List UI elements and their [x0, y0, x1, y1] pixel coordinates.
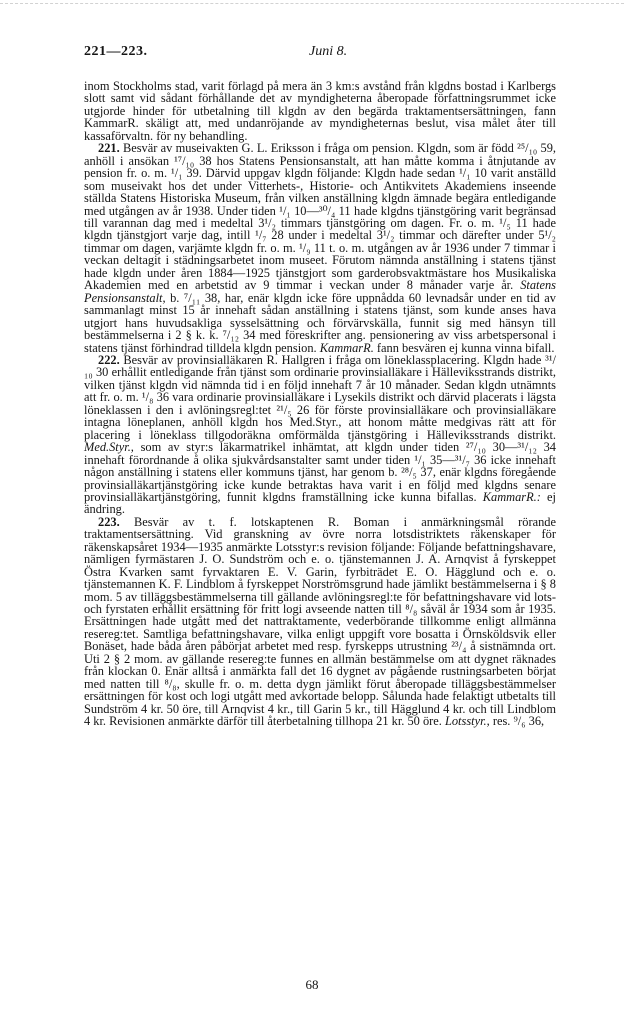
header-date: Juni 8. [309, 44, 348, 59]
body-text [84, 80, 556, 728]
section-222-authority: Med.Styr., [84, 440, 134, 455]
section-222 [84, 354, 556, 516]
section-222-text-a: Besvär av provinsialläkaren R. Hallgren i fråga om löneklassplacering. Klgdn hade ³¹/₁₀ 30 erhållit entledigande från tjänst som ordinarie provinsialläkare i Hälleviksstrands distrikt, vilken tjänst klgdn vid nämnda tid i en följd innehaft 7 år 10 månader. Sedan klgdn utnämnts att fr. o. m. ¹/₈ 36 vara ordinarie provinsialläkare i Lysekils distrikt och därvid placerats i lägsta löneklassen i den i avlöningsregl:tet ²¹/₅ 26 för förste provinsialläkare och provinsialläkare intagna löneplanen, anhöll klgdn hos Med.Styr., att honom måtte medgivas rätt att för placering i löneklass tillgodoräkna omförmälda tjänstgöring i Hälleviksstrands distrikt. [84, 352, 556, 442]
section-223-text-b: res. ⁹/₆ 36, [492, 714, 545, 729]
section-222-text-b: som av styr:s läkarmatrikel inhämtat, att klgdn under tiden ²⁷/₁₀ 30—³¹/₁₂ 34 innehaft förordnande å olika sjukvårdsanstalter samt under tiden ¹/₁ 35—³¹/₇ 36 icke innehaft någon anställning i statens eller kommuns tjänst, har genom b. ²⁸/₅ 37, enär klgdns föregående provinsialläkartjänstgöring icke kunde betraktas hava varit i en följd med klgdns senare provinsialläkartjänstgöring, funnit klgdns framställning icke kunna bifallas. [84, 440, 556, 504]
page-number: 68 [305, 977, 319, 992]
section-221-court: KammarR. [319, 340, 374, 355]
section-221-text-b: b. ⁷/₁₁ 38, har, enär klgdn icke före uppnådda 60 levnadsår under en tid av sammanlagt minst 15 år innehaft sådan anställning i statens tjänst, som kunde anses hava utgjort hans huvudsakliga sysselsättning och förvärvskälla, funnit sig med hänsyn till bestämmelserna i 2 § k. k. ⁷/₁₂ 34 med föreskrifter ang. pensionering av viss arbetspersonal i statens tjänst förhindrad tilldela klgdn pension. [84, 290, 556, 355]
section-221 [84, 142, 556, 354]
section-range: 221—223. [84, 44, 148, 59]
section-222-number: 222. [98, 352, 120, 367]
section-223 [84, 516, 556, 728]
section-221-text-a: Besvär av museivakten G. L. Eriksson i fråga om pension. Klgdn, som är född ²⁵/₁₀ 59, anhöll i ansökan ¹⁷/₁₀ 38 hos Statens Pensionsanstalt, att han måtte komma i åtnjutande av pension fr. o. m. ¹/₁ 39. Därvid uppgav klgdn följande: Klgdn hade sedan ¹/₁ 10 varit anställd som museivakt hos det under Vitterhets-, Historie- och Antikvitets Akademiens inseende ställda Statens Historiska Museum, från vilken anställning klgdn ämnade begära entledigande med utgången av år 1938. Under tiden ¹/₁ 10—³⁰/₄ 11 hade klgdns tjänstgöring varit begränsad till varannan dag med i medeltal 3¹/₂ timmars tjänstgöring om dagen. Fr. o. m. ¹/₅ 11 hade klgdn tjänstgjort varje dag, intill ¹/₇ 28 under i medeltal 3¹/₂ timmar och därefter under 5¹/₂ timmar om dagen, varjämte klgdn fr. o. m. ¹/₉ 11 t. o. m. utgången av år 1936 under 7 timmar i veckan deltagit i städningsarbetet inom museet. Förutom nämnda anställning i statens tjänst hade klgdn under åren 1884—1925 tjänstgjort som garderobsvaktmästare hos Musikaliska Akademien med en arbetstid av 9 timmar i veckan under 8 månader varje år. [84, 141, 556, 293]
section-222-text-c: ej ändring. [84, 489, 556, 517]
section-221-number: 221. [98, 141, 120, 156]
page-header [84, 44, 556, 64]
section-223-text-a: Besvär av t. f. lotskaptenen R. Boman i anmärkningsmål rörande traktamentsersättning. Vid granskning av övre norra lotsdistriktets räkenskaper för räkenskapsåret 1934—1935 anmärkte Lotsstyr:s revision följande: Följande befattningshavare, nämligen fyrmästaren J. O. Sundström och e. o. tjänstemannen J. A. Arnqvist å fyrskeppet Östra Kvarken samt fyrvaktaren E. V. Garin, fyrbiträdet E. O. Hägglund och e. o. tjänstemannen K. F. Lindblom å fyrskeppet Norströmsgrund hade jämlikt bestämmelserna i § 8 mom. 5 av tilläggsbestämmelserna till gällande avlöningsregl:te för befattningshavare vid lots- och fyrstaten erhållit ersättning för fritt logi avseende natten till ⁸/₈ såväl år 1934 som år 1935. Ersättningen hade utgått med det nattraktamente, vederbörande tillkomme enligt allmänna resereg:tet. Samtliga befattningshavare, vilka enligt uppgift vore bosatta i Örnsköldsvik eller Bonäset, hade båda åren påbörjat arbetet med resp. fyrskepps utrustning ²³/₄ å sistnämnda ort. Uti 2 § 2 mom. av gällande resereg:te funnes en allmän bestämmelse om att dygnet räknades från klockan 0. Enär alltså i anmärkta fall det 16 dygnet av pågående rustningsarbeten börjat med natten till ⁸/₈, skulle fr. o. m. detta dygn jämlikt förut åberopade tilläggsbestämmelser ersättningen för kost och logi utgått med avkortade belopp. Sålunda hade felaktigt utbetalts till Sundström 4 kr. 50 öre, till Arnqvist 4 kr., till Garin 5 kr., till Hägglund 4 kr. och till Lindblom 4 kr. Revisionen anmärkte därför till återbetalning tillhopa 21 kr. 50 öre. [84, 514, 556, 729]
section-221-text-c: fann besvären ej kunna vinna bifall. [376, 340, 555, 355]
section-223-number: 223. [98, 514, 120, 529]
section-223-authority: Lotsstyr., [444, 714, 490, 729]
section-222-court: KammarR.: [482, 489, 541, 504]
intro-paragraph [84, 80, 556, 142]
intro-text: inom Stockholms stad, varit förlagd på mera än 3 km:s avstånd från klgdns bostad i Karlbergs slott samt vid sådant förhållande det av myndigheterna åberopade författningsrummet icke utgjorde hinder för utbetalning till klgdn av den begärda traktamentsersättningen, fann KammarR. skäligt att, med undanröjande av myndigheternas beslut, visa målet åter till kassaförvaltn. för ny behandling. [84, 79, 556, 143]
top-scan-edge [0, 3, 624, 4]
section-221-authority: Statens Pensionsanstalt, [84, 278, 556, 305]
